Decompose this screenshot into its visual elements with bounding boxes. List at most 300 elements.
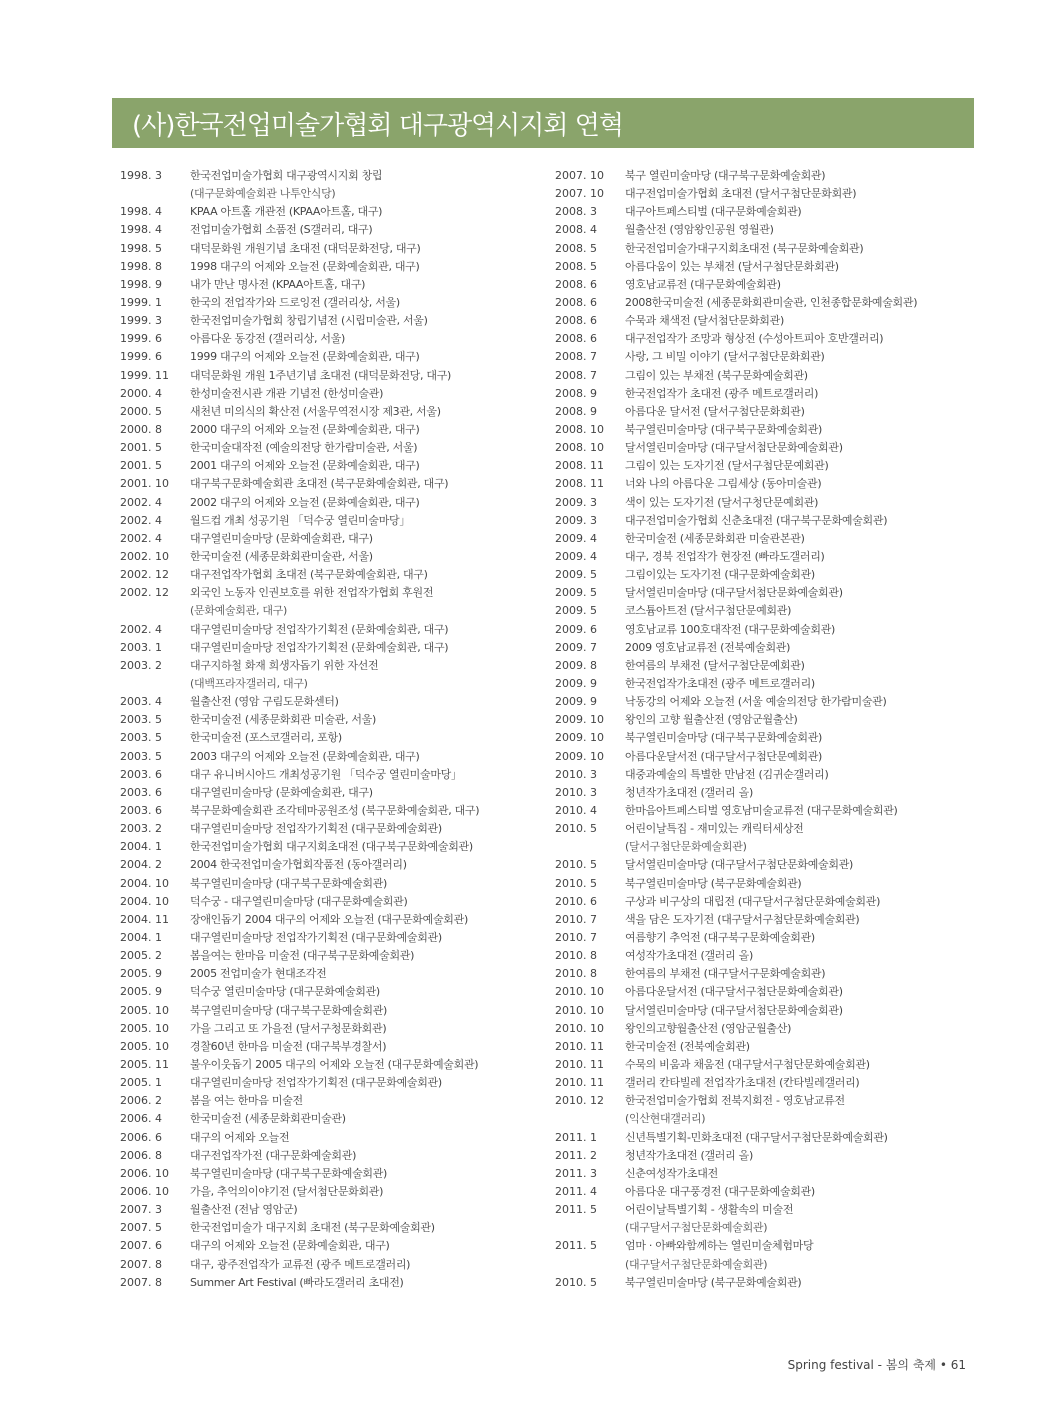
entry-text: 한국전업미술가대구지회초대전 (북구문화예술회관): [625, 241, 864, 255]
history-entry: [555, 494, 975, 512]
entry-text: 북구열린미술마당 (대구북구문화예술회관): [190, 1166, 388, 1180]
entry-date: 2009. 10: [555, 713, 604, 727]
entry-date: 2011. 1: [555, 1130, 597, 1144]
entry-text: 한국의 전업작가와 드로잉전 (갤러리상, 서울): [190, 296, 400, 310]
entry-date: 2006. 4: [120, 1112, 162, 1126]
history-entry: [555, 639, 975, 657]
entry-date: 2008. 11: [555, 477, 604, 491]
entry-date: 2008. 11: [555, 459, 604, 473]
history-entry: [555, 385, 975, 403]
entry-date: 2010. 4: [555, 803, 597, 817]
history-entry: [120, 802, 540, 820]
entry-date: 2010. 5: [555, 858, 597, 872]
entry-text: 한마음아트페스티벌 영호남미술교류전 (대구문화예술회관): [625, 803, 898, 817]
entry-date: 1999. 3: [120, 314, 162, 328]
history-entry: [555, 1038, 975, 1056]
history-entry: [555, 330, 975, 348]
entry-text: 그림이 있는 도자기전 (달서구첨단문예회관): [625, 459, 829, 473]
history-entry: [120, 874, 540, 892]
history-entry: [555, 403, 975, 421]
entry-text: 대구열린미술마당 전업작가기획전 (문화예술회관, 대구): [190, 622, 449, 636]
entry-text: 달서열린미술마당 (대구달서첨단문화예술회관): [625, 586, 843, 600]
entry-date: 2011. 5: [555, 1203, 597, 1217]
entry-date: 2010. 10: [555, 985, 604, 999]
history-entry: [555, 856, 975, 874]
history-entry: [120, 348, 540, 366]
history-entry: [120, 693, 540, 711]
entry-text: 어린이날특별기획 - 생활속의 미술전: [625, 1203, 794, 1217]
history-entry: [555, 929, 975, 947]
entry-date: 2008. 9: [555, 386, 597, 400]
history-entry: [555, 748, 975, 766]
entry-text: 북구열린미술마당 (대구북구문화예술회관): [625, 423, 823, 437]
entry-date: 1999. 6: [120, 350, 162, 364]
history-entry: [555, 1219, 975, 1237]
entry-date: 2009. 5: [555, 568, 597, 582]
entry-text: 아름다운 대구풍경전 (대구문화예술회관): [625, 1184, 815, 1198]
history-entry: [555, 983, 975, 1001]
entry-date: 2008. 6: [555, 277, 597, 291]
entry-text: 달서열린미술마당 (대구달서구첨단문화예술회관): [625, 858, 854, 872]
entry-date: 1999. 6: [120, 332, 162, 346]
entry-text: 대구의 어제와 오늘전 (문화예술회관, 대구): [190, 1239, 390, 1253]
entry-text: 수묵과 채색전 (달서첨단문화회관): [625, 314, 784, 328]
history-list-left: [120, 167, 540, 1292]
entry-text: 2008한국미술전 (세종문화회관미술관, 인천종합문화예술회관): [625, 296, 918, 310]
entry-date: 2005. 9: [120, 985, 162, 999]
entry-text: 한국미술전 (세종문화회관 미술관, 서울): [190, 713, 376, 727]
entry-date: 2010. 8: [555, 949, 597, 963]
entry-date: 2008. 10: [555, 423, 604, 437]
history-entry: [120, 548, 540, 566]
history-entry: [120, 421, 540, 439]
history-entry: [120, 167, 540, 185]
entry-text: 대구아트페스티벌 (대구문화예술회관): [625, 205, 802, 219]
entry-date: 2002. 10: [120, 550, 169, 564]
entry-text: 한여름의 부채전 (달서구첨단문예회관): [625, 658, 805, 672]
entry-date: 2010. 11: [555, 1057, 604, 1071]
history-entry: [120, 530, 540, 548]
entry-date: 1998. 9: [120, 277, 162, 291]
entry-date: 2003. 5: [120, 749, 162, 763]
entry-date: 2004. 1: [120, 930, 162, 944]
entry-date: 2010. 8: [555, 967, 597, 981]
history-list-right: [555, 167, 975, 1292]
entry-text: 대구, 경북 전업작가 현장전 (빠라도갤러리): [625, 550, 825, 564]
history-entry: [120, 566, 540, 584]
entry-date: 1998. 3: [120, 169, 162, 183]
entry-text: 북구열린미술마당 (대구북구문화예술회관): [190, 876, 388, 890]
entry-text: 어린이날특집 - 재미있는 캐릭터세상전: [625, 822, 804, 836]
history-entry: [120, 1056, 540, 1074]
entry-date: 2009. 5: [555, 586, 597, 600]
entry-date: 2007. 10: [555, 169, 604, 183]
entry-text: 내가 만난 명사전 (KPAA아트홀, 대구): [190, 277, 366, 291]
history-entry: [555, 675, 975, 693]
history-entry: [120, 494, 540, 512]
history-entry: [120, 330, 540, 348]
history-entry: [555, 566, 975, 584]
entry-text: 한국전업작가초대전 (광주 메트로갤러리): [625, 677, 815, 690]
history-entry: [555, 548, 975, 566]
entry-date: 2005. 2: [120, 949, 162, 963]
entry-text: 달서열린미술마당 (대구달서첨단문화예술회관): [625, 1003, 843, 1017]
entry-text: 한성미술전시관 개관 기념전 (한성미술관): [190, 386, 384, 400]
entry-text: 대구북구문화예술회관 초대전 (북구문화예술회관, 대구): [190, 477, 449, 491]
history-entry: [555, 1165, 975, 1183]
history-entry: [120, 203, 540, 221]
entry-text: 봄을 여는 한마음 미술전: [190, 1094, 303, 1108]
history-entry: [555, 584, 975, 602]
entry-date: 1998. 5: [120, 241, 162, 255]
entry-text: 2004 한국전업미술가협회작품전 (동아갤러리): [190, 858, 407, 872]
history-entry: [120, 947, 540, 965]
entry-date: 2010. 10: [555, 1021, 604, 1035]
entry-text: 대구의 어제와 오늘전: [190, 1130, 290, 1144]
history-entry: [555, 1237, 975, 1255]
entry-text: 한국미술전 (세종문화회관미술관, 서울): [190, 550, 373, 564]
entry-date: 2008. 3: [555, 205, 597, 219]
entry-date: 2009. 3: [555, 513, 597, 527]
history-entry: [555, 1201, 975, 1219]
entry-text: 2009 영호남교류전 (전북예술회관): [625, 640, 791, 654]
entry-text: 대구전업미술가협회 신춘초대전 (대구북구문화예술회관): [625, 513, 888, 527]
history-entry: [120, 784, 540, 802]
entry-date: 2007. 5: [120, 1221, 162, 1235]
entry-text: 수묵의 비움과 채움전 (대구달서구첨단문화예술회관): [625, 1057, 870, 1071]
entry-date: 2008. 5: [555, 241, 597, 255]
entry-date: 2010. 3: [555, 767, 597, 781]
entry-date: 2002. 4: [120, 531, 162, 545]
entry-text: 북구열린미술마당 (북구문화예술회관): [625, 876, 802, 890]
entry-date: 2006. 6: [120, 1130, 162, 1144]
entry-text: 북구열린미술마당 (대구북구문화예술회관): [190, 1003, 388, 1017]
history-entry: [555, 221, 975, 239]
entry-text: 한국전업미술가 대구지회 초대전 (북구문화예술회관): [190, 1221, 435, 1235]
history-entry: [555, 367, 975, 385]
entry-text: 월드컵 개최 성공기원 「덕수궁 열린미술마당」: [190, 513, 411, 527]
entry-date: 2010. 7: [555, 930, 597, 944]
history-entry: [120, 1165, 540, 1183]
history-entry: [120, 221, 540, 239]
history-entry: [120, 766, 540, 784]
entry-date: 2002. 12: [120, 568, 169, 582]
history-entry: [120, 621, 540, 639]
history-entry: [555, 729, 975, 747]
entry-date: 2010. 11: [555, 1076, 604, 1090]
entry-date: 2009. 7: [555, 640, 597, 654]
history-entry: [555, 1274, 975, 1292]
entry-date: 2000. 4: [120, 386, 162, 400]
entry-date: 2003. 1: [120, 640, 162, 654]
history-entry: [555, 185, 975, 203]
entry-text: (대구달서구첨단문화예술회관): [625, 1221, 768, 1235]
history-entry: [555, 276, 975, 294]
entry-text: 북구열린미술마당 (대구북구문화예술회관): [625, 731, 823, 745]
entry-text: 북구열린미술마당 (북구문화예술회관): [625, 1275, 802, 1289]
entry-text: 대구열린미술마당 전업작가기획전 (문화예술회관, 대구): [190, 640, 449, 654]
history-entry: [555, 874, 975, 892]
history-entry: [555, 911, 975, 929]
history-entry: [120, 675, 540, 693]
entry-date: 2009. 5: [555, 604, 597, 618]
entry-date: 2008. 7: [555, 368, 597, 382]
entry-text: 달서열린미술마당 (대구달서첨단문화예술회관): [625, 441, 843, 455]
history-entry: [555, 657, 975, 675]
entry-text: 사랑, 그 비밀 이야기 (달서구첨단문화회관): [625, 350, 825, 364]
entry-text: 아름다운 달서전 (달서구첨단문화회관): [625, 404, 805, 418]
entry-date: 2000. 5: [120, 404, 162, 418]
history-entry: [120, 929, 540, 947]
entry-date: 2010. 5: [555, 1275, 597, 1289]
entry-text: 가을, 추억의이야기전 (달서첨단문화회관): [190, 1184, 384, 1198]
entry-date: 1998. 4: [120, 205, 162, 219]
entry-text: 대구지하철 화재 희생자돕기 위한 자선전: [190, 658, 379, 672]
history-entry: [555, 1092, 975, 1110]
history-entry: [120, 294, 540, 312]
history-entry: [120, 820, 540, 838]
entry-date: 2009. 6: [555, 622, 597, 636]
history-entry: [120, 367, 540, 385]
entry-date: 2010. 12: [555, 1094, 604, 1108]
entry-text: 한국전업미술가협회 전북지회전 - 영호남교류전: [625, 1094, 845, 1108]
history-entry: [555, 294, 975, 312]
entry-text: (문화예술회관, 대구): [190, 604, 287, 618]
entry-text: 새천년 미의식의 확산전 (서울무역전시장 제3관, 서울): [190, 404, 441, 418]
entry-text: 한국미술대작전 (예술의전당 한가람미술관, 서울): [190, 441, 418, 455]
entry-text: 가을 그리고 또 가을전 (달서구청문화회관): [190, 1021, 387, 1035]
entry-text: 1999 대구의 어제와 오늘전 (문화예술회관, 대구): [190, 350, 420, 364]
entry-date: 2010. 5: [555, 876, 597, 890]
entry-text: 청년작가초대전 (갤러리 올): [625, 1148, 753, 1162]
history-entry: [120, 711, 540, 729]
history-entry: [120, 1274, 540, 1292]
entry-text: 전업미술가협회 소품전 (S갤러리, 대구): [190, 223, 373, 237]
history-entry: [555, 802, 975, 820]
history-entry: [555, 947, 975, 965]
entry-date: 2009. 8: [555, 658, 597, 672]
entry-text: 한국미술전 (포스코갤러리, 포항): [190, 731, 342, 745]
entry-text: 신춘여성작가초대전: [625, 1166, 718, 1180]
entry-text: 한국전업작가 초대전 (광주 메트로갤러리): [625, 386, 819, 400]
entry-date: 2007. 10: [555, 187, 604, 201]
entry-date: 2008. 7: [555, 350, 597, 364]
entry-text: 덕수궁 열린미술마당 (대구문화예술회관): [190, 985, 380, 999]
entry-date: 2003. 5: [120, 713, 162, 727]
entry-text: 대구열린미술마당 전업작가기획전 (대구문화예술회관): [190, 1076, 442, 1090]
entry-text: (대백프라자갤러리, 대구): [190, 677, 308, 690]
entry-date: 2000. 8: [120, 423, 162, 437]
entry-text: 북구문화예술회관 조각테마공원조성 (북구문화예술회관, 대구): [190, 803, 480, 817]
entry-text: 영호남교류전 (대구문화예술회관): [625, 277, 781, 291]
entry-date: 2010. 5: [555, 822, 597, 836]
history-entry: [120, 1001, 540, 1019]
entry-date: 2003. 6: [120, 785, 162, 799]
history-entry: [120, 1110, 540, 1128]
entry-text: 대구전업미술가협회 초대전 (달서구첨단문화회관): [625, 187, 857, 201]
entry-text: 영호남교류 100호대작전 (대구문화예술회관): [625, 622, 836, 636]
entry-date: 2005. 11: [120, 1057, 169, 1071]
entry-date: 2009. 9: [555, 677, 597, 690]
entry-text: 대구열린미술마당 전업작가기획전 (대구문화예술회관): [190, 930, 442, 944]
entry-date: 2005. 10: [120, 1003, 169, 1017]
entry-text: 아름다움이 있는 부채전 (달서구첨단문화회관): [625, 259, 839, 273]
history-entry: [120, 584, 540, 602]
entry-date: 2008. 6: [555, 332, 597, 346]
entry-date: 2003. 6: [120, 767, 162, 781]
entry-date: 2002. 4: [120, 513, 162, 527]
history-entry: [120, 983, 540, 1001]
history-entry: [555, 711, 975, 729]
history-entry: [555, 602, 975, 620]
entry-date: 2011. 3: [555, 1166, 597, 1180]
entry-date: 2007. 8: [120, 1275, 162, 1289]
entry-date: 2008. 5: [555, 259, 597, 273]
entry-text: 청년작가초대전 (갤러리 올): [625, 785, 753, 799]
history-entry: [555, 512, 975, 530]
history-entry: [555, 820, 975, 838]
history-entry: [555, 1255, 975, 1273]
history-entry: [120, 1255, 540, 1273]
entry-date: 2003. 2: [120, 822, 162, 836]
entry-text: 대중과예술의 특별한 만남전 (김귀순갤러리): [625, 767, 829, 781]
history-entry: [555, 475, 975, 493]
entry-date: 2008. 6: [555, 314, 597, 328]
entry-text: 한국미술전 (전북예술회관): [625, 1039, 750, 1053]
entry-date: 2006. 10: [120, 1184, 169, 1198]
history-entry: [555, 766, 975, 784]
history-entry: [120, 639, 540, 657]
entry-text: 아름다운달서전 (대구달서구첨단문예회관): [625, 749, 823, 763]
entry-text: 왕인의고향월출산전 (영암군월출산): [625, 1021, 792, 1035]
entry-text: 대덕문화원 개원기념 초대전 (대덕문화전당, 대구): [190, 241, 421, 255]
history-entry: [120, 258, 540, 276]
entry-text: 월출산전 (영암왕인공원 영월관): [625, 223, 774, 237]
entry-text: 왕인의 고향 월출산전 (영암군월출산): [625, 713, 798, 727]
entry-text: 장애인돕기 2004 대구의 어제와 오늘전 (대구문화예술회관): [190, 912, 468, 926]
entry-date: 2003. 5: [120, 731, 162, 745]
entry-text: 여성작가초대전 (갤러리 올): [625, 949, 753, 963]
history-entry: [555, 1056, 975, 1074]
entry-text: 대구전업작가 조망과 형상전 (수성아트피아 호반갤러리): [625, 332, 884, 346]
entry-date: 2001. 10: [120, 477, 169, 491]
history-entry: [555, 240, 975, 258]
entry-date: 2010. 11: [555, 1039, 604, 1053]
history-entry: [120, 1038, 540, 1056]
entry-text: 2005 전업미술가 현대조각전: [190, 967, 327, 981]
history-entry: [555, 784, 975, 802]
history-entry: [555, 838, 975, 856]
entry-text: (익산현대갤러리): [625, 1112, 706, 1126]
entry-text: 대구열린미술마당 (문화예술회관, 대구): [190, 785, 373, 799]
title-banner: [112, 98, 974, 148]
entry-text: 2000 대구의 어제와 오늘전 (문화예술회관, 대구): [190, 423, 420, 437]
history-entry: [120, 1128, 540, 1146]
entry-text: 봄을여는 한마음 미술전 (대구북구문화예술회관): [190, 949, 415, 963]
entry-date: 2007. 3: [120, 1203, 162, 1217]
entry-text: (대구문화예술회관 나투안식당): [190, 187, 336, 201]
entry-date: 2008. 6: [555, 296, 597, 310]
entry-date: 2003. 4: [120, 695, 162, 709]
entry-text: 여름향기 추억전 (대구북구문화예술회관): [625, 930, 815, 944]
history-entry: [120, 1237, 540, 1255]
entry-text: 코스튬아트전 (달서구첨단문예회관): [625, 604, 792, 618]
entry-text: (대구달서구첨단문화예술회관): [625, 1257, 768, 1271]
history-entry: [555, 893, 975, 911]
entry-text: 구상과 비구상의 대립전 (대구달서구첨단문화예술회관): [625, 894, 881, 908]
history-entry: [120, 512, 540, 530]
entry-text: 너와 나의 아름다운 그림세상 (동아미술관): [625, 477, 822, 491]
entry-text: 엄마 · 아빠와함께하는 열린미술체험마당: [625, 1239, 814, 1253]
history-entry: [555, 167, 975, 185]
history-entry: [120, 657, 540, 675]
entry-date: 2006. 2: [120, 1094, 162, 1108]
entry-text: 2003 대구의 어제와 오늘전 (문화예술회관, 대구): [190, 749, 420, 763]
history-entry: [555, 693, 975, 711]
history-entry: [120, 385, 540, 403]
entry-date: 2004. 1: [120, 840, 162, 854]
entry-date: 2007. 6: [120, 1239, 162, 1253]
entry-date: 2006. 10: [120, 1166, 169, 1180]
history-entry: [120, 1074, 540, 1092]
history-entry: [555, 1147, 975, 1165]
history-entry: [555, 1183, 975, 1201]
entry-text: 색이 있는 도자기전 (달서구청단문예회관): [625, 495, 819, 509]
entry-text: 덕수궁 - 대구열린미술마당 (대구문화예술회관): [190, 894, 408, 908]
history-entry: [555, 203, 975, 221]
entry-text: 대구전업작가전 (대구문화예술회관): [190, 1148, 357, 1162]
history-entry: [120, 856, 540, 874]
history-entry: [120, 1092, 540, 1110]
entry-date: 2011. 4: [555, 1184, 597, 1198]
entry-date: 2009. 3: [555, 495, 597, 509]
history-entry: [120, 276, 540, 294]
entry-date: 2003. 6: [120, 803, 162, 817]
entry-text: 대덕문화원 개원 1주년기념 초대전 (대덕문화전당, 대구): [190, 368, 452, 382]
history-entry: [120, 911, 540, 929]
history-entry: [555, 421, 975, 439]
history-entry: [120, 240, 540, 258]
entry-text: 한여름의 부채전 (대구달서구문화예술회관): [625, 967, 826, 981]
entry-text: (달서구첨단문화예술회관): [625, 840, 747, 854]
entry-date: 2004. 11: [120, 912, 169, 926]
history-entry: [555, 1110, 975, 1128]
entry-text: 외국인 노동자 인권보호를 위한 전업작가협회 후원전: [190, 586, 434, 600]
entry-date: 2006. 8: [120, 1148, 162, 1162]
entry-date: 2005. 10: [120, 1039, 169, 1053]
entry-date: 2004. 2: [120, 858, 162, 872]
entry-text: 아름다운 동강전 (갤러리상, 서울): [190, 332, 346, 346]
entry-text: 한국전업미술가협회 대구지회초대전 (대구북구문화예술회관): [190, 840, 473, 854]
entry-text: 갤러리 칸타빌레 전업작가초대전 (칸타빌레갤러리): [625, 1076, 860, 1090]
entry-text: 색을 담은 도자기전 (대구달서구첨단문화예술회관): [625, 912, 860, 926]
entry-text: 대구, 광주전업작가 교류전 (광주 메트로갤러리): [190, 1257, 411, 1271]
entry-date: 2001. 5: [120, 459, 162, 473]
entry-date: 2005. 9: [120, 967, 162, 981]
entry-date: 2010. 7: [555, 912, 597, 926]
entry-text: 1998 대구의 어제와 오늘전 (문화예술회관, 대구): [190, 259, 420, 273]
entry-text: 2001 대구의 어제와 오늘전 (문화예술회관, 대구): [190, 459, 420, 473]
entry-date: 2009. 9: [555, 695, 597, 709]
entry-date: 2011. 2: [555, 1148, 597, 1162]
entry-date: 2009. 4: [555, 550, 597, 564]
history-entry: [555, 348, 975, 366]
entry-date: 2002. 12: [120, 586, 169, 600]
entry-date: 2010. 6: [555, 894, 597, 908]
entry-date: 2004. 10: [120, 894, 169, 908]
history-entry: [555, 258, 975, 276]
entry-date: 1999. 1: [120, 296, 162, 310]
